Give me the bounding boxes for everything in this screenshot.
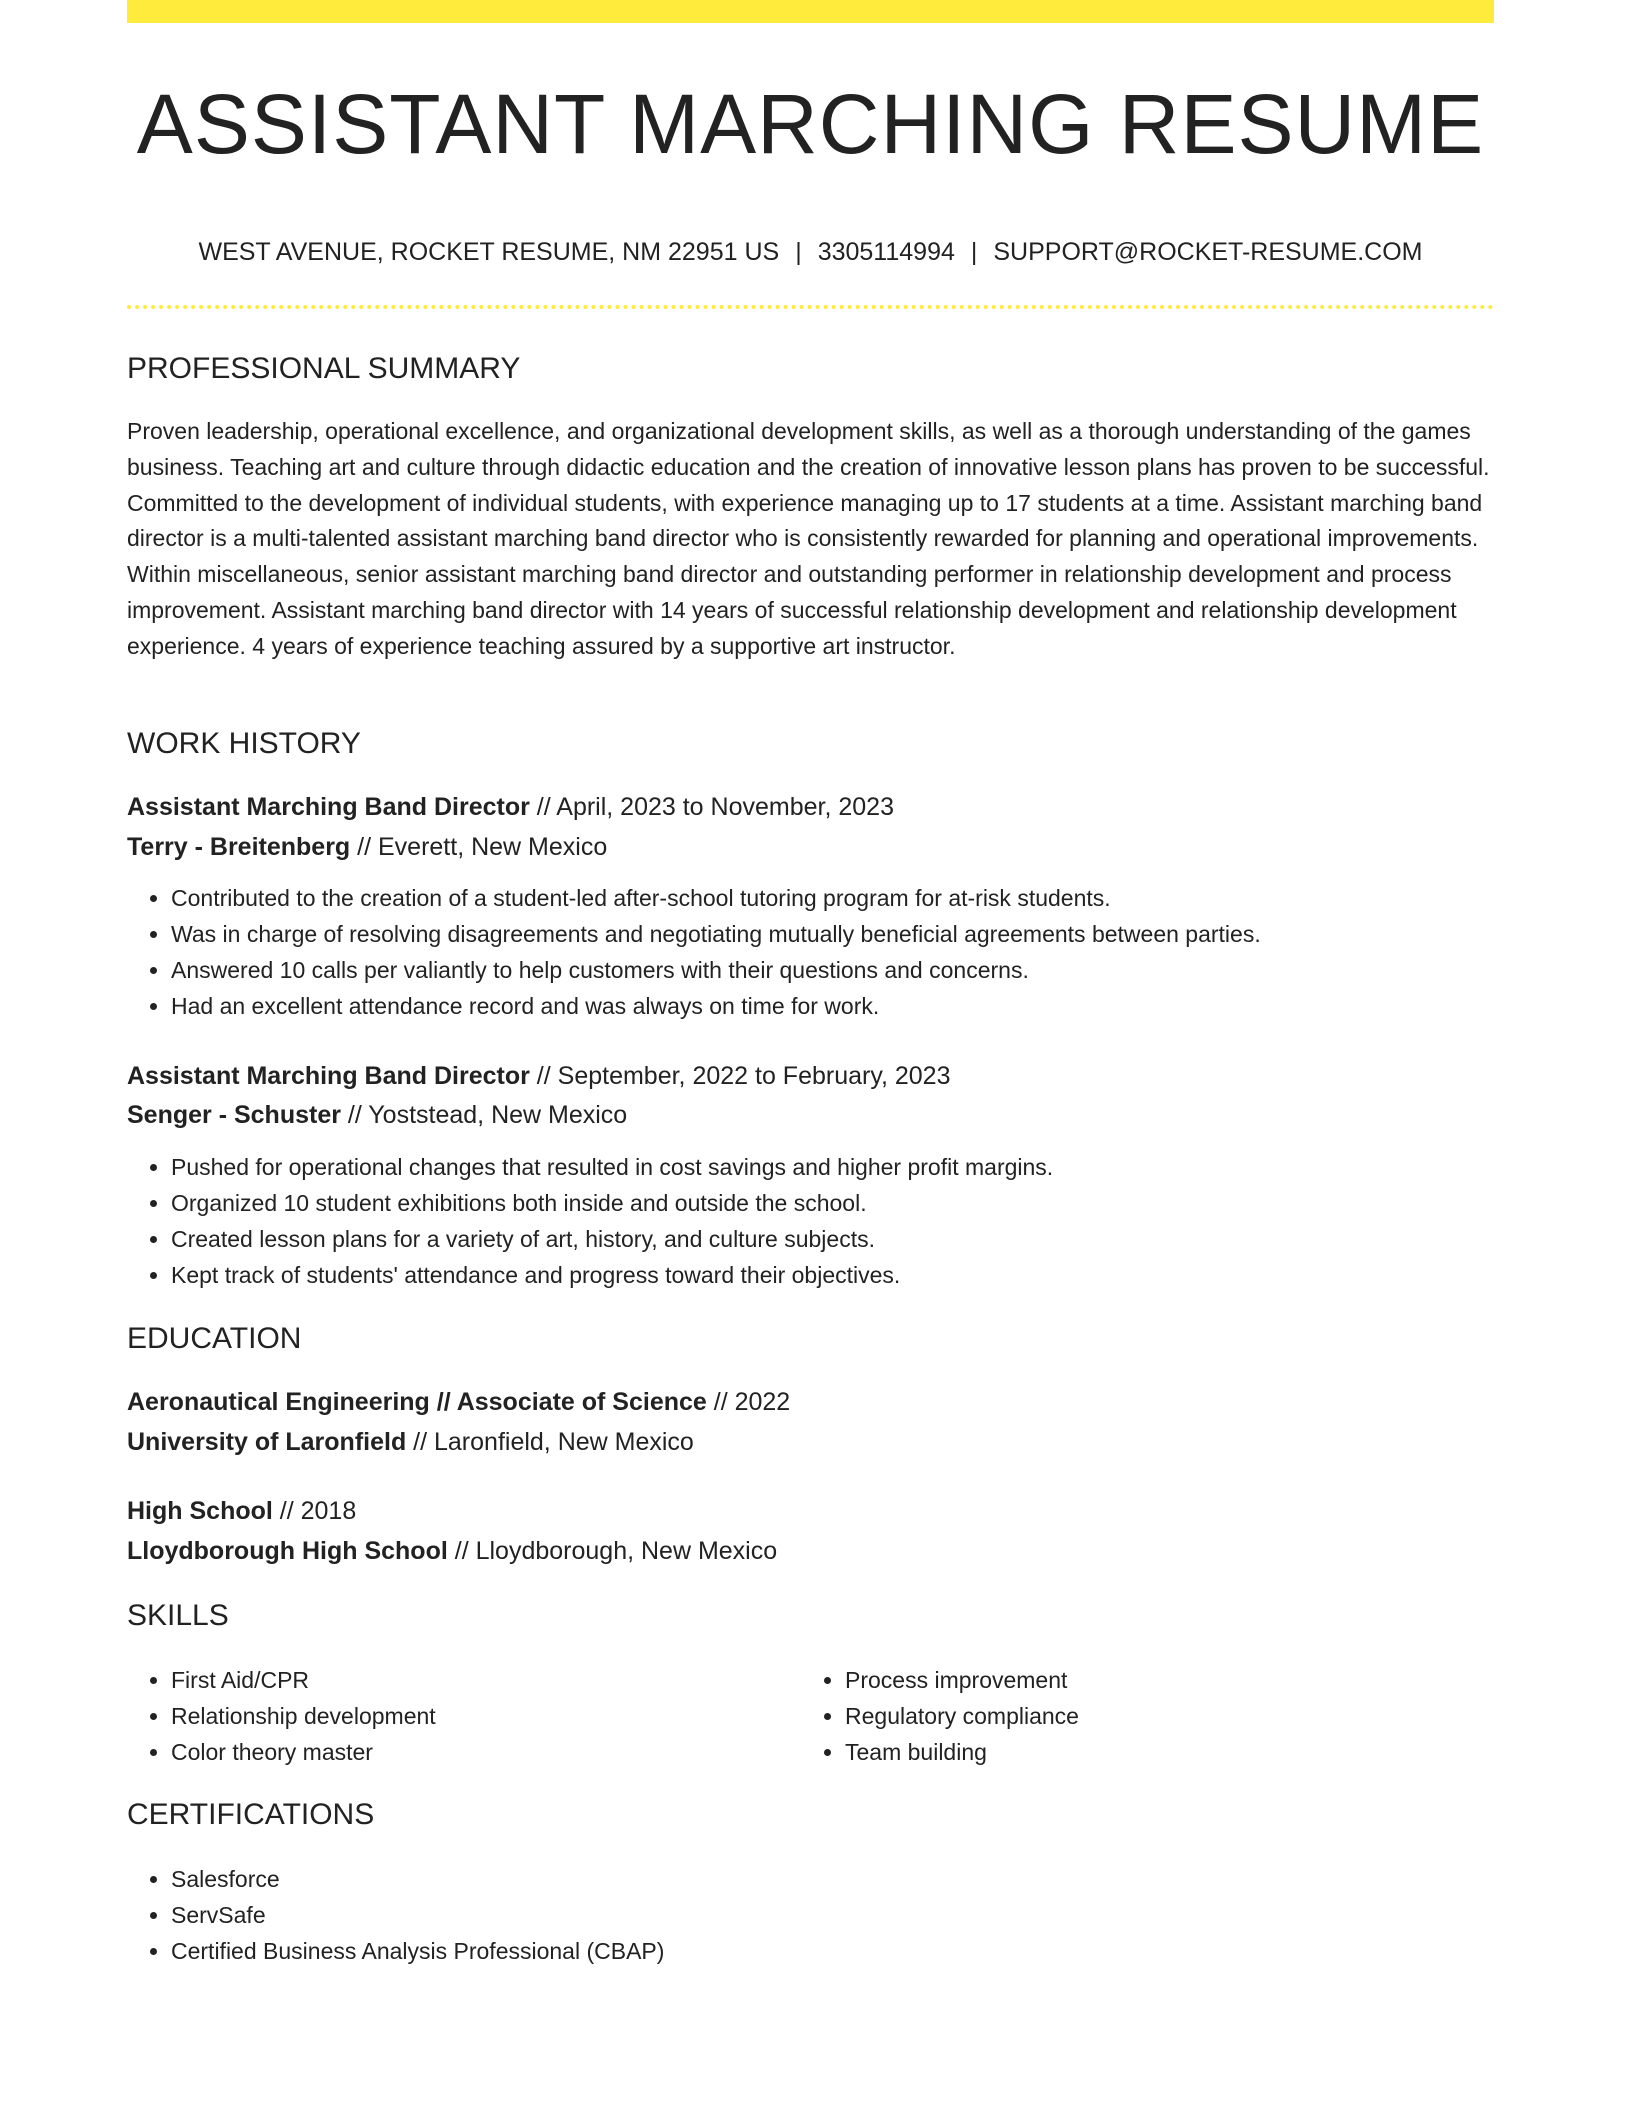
- education-year: // 2022: [706, 1388, 791, 1416]
- education-school-line: [127, 1428, 694, 1457]
- certifications-list: [127, 1861, 1494, 1969]
- education-degree-line: [127, 1497, 356, 1526]
- list-item: • Organized 10 student exhibitions both inside and outside the school.: [171, 1185, 1494, 1221]
- job-title-line: [127, 793, 894, 822]
- list-item: • Team building: [845, 1734, 1079, 1770]
- summary-text: Proven leadership, operational excellence, and organizational development skills, as well as a thorough understanding of the games business. Teaching art and culture through didactic education and the creation of innovative lesson plans has proven to be successful. Committed to the development of individual students, with experience managing up to 17 students at a time. Assistant marching band director is a multi-talented assistant marching band director who is consistently rewarded for planning and operational improvements. Within miscellaneous, senior assistant marching band director and outstanding performer in relationship development and process improvement. Assistant marching band director with 14 years of successful relationship development and relationship development experience. 4 years of experience teaching assured by a supportive art instructor.: [127, 418, 1490, 659]
- section-title-education: EDUCATION: [127, 1322, 302, 1355]
- contact-email: SUPPORT@ROCKET-RESUME.COM: [993, 238, 1423, 266]
- section-title-skills: SKILLS: [127, 1599, 229, 1632]
- job-company-line: [127, 1101, 627, 1130]
- list-item: • Answered 10 calls per valiantly to help customers with their questions and concerns.: [171, 952, 1494, 988]
- job-dates: // April, 2023 to November, 2023: [529, 793, 894, 821]
- job-dates: // September, 2022 to February, 2023: [529, 1062, 951, 1090]
- list-item: • Created lesson plans for a variety of art, history, and culture subjects.: [171, 1221, 1494, 1257]
- education-location: // Lloydborough, New Mexico: [447, 1537, 778, 1565]
- section-title-work: WORK HISTORY: [127, 727, 361, 760]
- job-location: // Everett, New Mexico: [350, 833, 608, 861]
- contact-separator: |: [795, 238, 802, 266]
- list-item: • Kept track of students' attendance and progress toward their objectives.: [171, 1257, 1494, 1293]
- list-item: • Process improvement: [845, 1662, 1079, 1698]
- list-item: • Regulatory compliance: [845, 1698, 1079, 1734]
- education-degree-line: [127, 1388, 790, 1417]
- list-item: • ServSafe: [171, 1897, 1494, 1933]
- skills-list-left: [127, 1662, 436, 1770]
- job-company: Senger - Schuster: [127, 1101, 341, 1129]
- job-position: Assistant Marching Band Director: [127, 1062, 530, 1090]
- job-title-line: [127, 1062, 951, 1091]
- education-location: // Laronfield, New Mexico: [406, 1428, 694, 1456]
- contact-phone: 3305114994: [817, 238, 955, 266]
- education-school: Lloydborough High School: [127, 1537, 448, 1565]
- list-item: • Pushed for operational changes that resulted in cost savings and higher profit margins.: [171, 1149, 1494, 1185]
- list-item: • First Aid/CPR: [171, 1662, 436, 1698]
- list-item: • Salesforce: [171, 1861, 1494, 1897]
- job-location: // Yoststead, New Mexico: [340, 1101, 628, 1129]
- resume-title: ASSISTANT MARCHING RESUME: [136, 77, 1485, 171]
- job-bullets: [127, 880, 1494, 1024]
- list-item: • Contributed to the creation of a student-led after-school tutoring program for at-risk students.: [171, 880, 1494, 916]
- section-title-certifications: CERTIFICATIONS: [127, 1798, 375, 1831]
- contact-address: WEST AVENUE, ROCKET RESUME, NM 22951 US: [198, 238, 780, 266]
- job-company: Terry - Breitenberg: [127, 833, 351, 861]
- education-degree: High School: [127, 1497, 273, 1525]
- list-item: • Certified Business Analysis Professional (CBAP): [171, 1933, 1494, 1969]
- dotted-divider: [127, 305, 1494, 309]
- contact-separator: |: [970, 238, 978, 266]
- accent-top-bar: [127, 0, 1494, 23]
- job-company-line: [127, 833, 607, 862]
- education-year: // 2018: [272, 1497, 357, 1525]
- list-item: • Had an excellent attendance record and was always on time for work.: [171, 988, 1494, 1024]
- contact-line: [127, 238, 1494, 267]
- education-school: University of Laronfield: [127, 1428, 407, 1456]
- list-item: • Was in charge of resolving disagreements and negotiating mutually beneficial agreements between parties.: [171, 916, 1494, 952]
- job-position: Assistant Marching Band Director: [127, 793, 530, 821]
- job-bullets: [127, 1149, 1494, 1293]
- list-item: • Color theory master: [171, 1734, 436, 1770]
- education-degree: Aeronautical Engineering // Associate of Science: [127, 1388, 707, 1416]
- section-title-summary: PROFESSIONAL SUMMARY: [127, 352, 521, 385]
- education-school-line: [127, 1537, 777, 1566]
- list-item: • Relationship development: [171, 1698, 436, 1734]
- skills-list-right: [801, 1662, 1079, 1770]
